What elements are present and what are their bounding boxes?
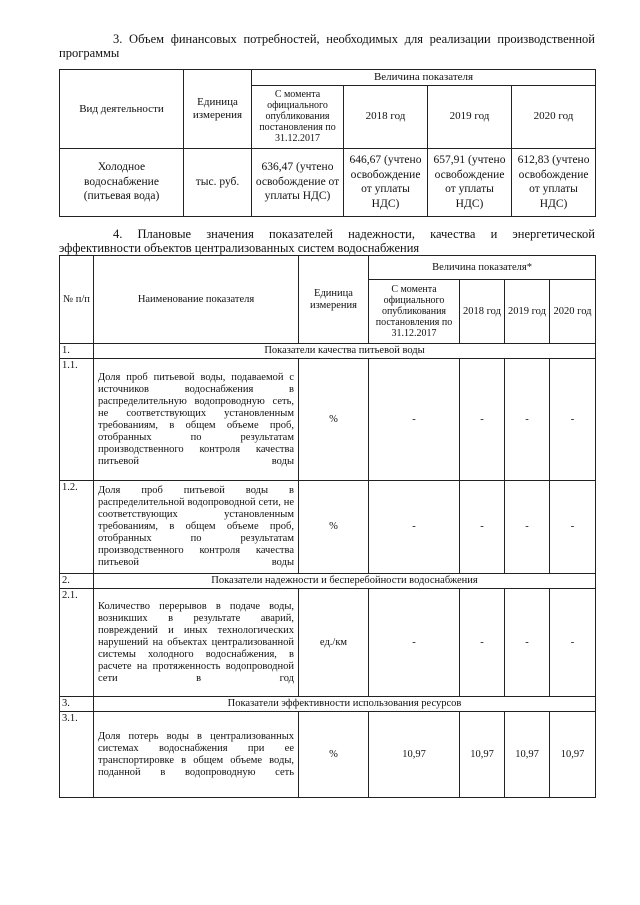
row-num: 3.1. <box>60 712 94 798</box>
value-2020: 612,83 (учтено освобождение от уплаты НДС) <box>512 148 596 216</box>
row-value-2019: - <box>505 589 550 697</box>
col-header-unit: Единица измерения <box>299 256 369 344</box>
col-header-since: С момента официального опубликования постановления по 31.12.2017 <box>369 280 460 344</box>
row-unit: ед./км <box>299 589 369 697</box>
section4-title-line2: эффективности объектов централизованных систем водоснабжения <box>59 241 420 255</box>
col-header-value-group: Величина показателя <box>252 70 596 86</box>
col-header-since: С момента официального опубликования постановления по 31.12.2017 <box>252 85 344 148</box>
value-since: 636,47 (учтено освобождение от уплаты НДС) <box>252 148 344 216</box>
group-num: 3. <box>60 697 94 712</box>
group-num: 1. <box>60 344 94 359</box>
col-header-unit: Единица измерения <box>184 70 252 149</box>
col-header-year-2018: 2018 год <box>344 85 428 148</box>
row-value-2020: - <box>550 481 596 574</box>
row-unit: % <box>299 481 369 574</box>
row-value-2019: 10,97 <box>505 712 550 798</box>
row-value-since: - <box>369 589 460 697</box>
row-value-2019: - <box>505 359 550 481</box>
unit-cell: тыс. руб. <box>184 148 252 216</box>
row-value-2018: - <box>460 359 505 481</box>
row-name: Доля потерь воды в централизованных системах водоснабжения при ее транспортировке в общем объеме воды, поданной в водопроводную сеть <box>94 712 299 798</box>
col-header-year-2020: 2020 год <box>550 280 596 344</box>
row-num: 2.1. <box>60 589 94 697</box>
col-header-year-2020: 2020 год <box>512 85 596 148</box>
row-num: 1.1. <box>60 359 94 481</box>
group-title: Показатели качества питьевой воды <box>94 344 596 359</box>
row-num: 1.2. <box>60 481 94 574</box>
financial-needs-table <box>59 69 596 217</box>
section4-title <box>59 227 595 255</box>
row-value-2018: - <box>460 589 505 697</box>
row-value-2020: - <box>550 589 596 697</box>
section3-title-line2: программы <box>59 46 120 60</box>
col-header-value-group: Величина показателя* <box>369 256 596 280</box>
section3-title-line1: 3. Объем финансовых потребностей, необходимых для реализации производственной <box>113 32 595 46</box>
value-2018: 646,67 (учтено освобождение от уплаты НДС) <box>344 148 428 216</box>
row-unit: % <box>299 359 369 481</box>
row-value-2020: - <box>550 359 596 481</box>
col-header-name: Наименование показателя <box>94 256 299 344</box>
group-title: Показатели эффективности использования ресурсов <box>94 697 596 712</box>
group-num: 2. <box>60 574 94 589</box>
group-title: Показатели надежности и бесперебойности водоснабжения <box>94 574 596 589</box>
row-name: Доля проб питьевой воды в распределительной водопроводной сети, не соответствующих установленным требованиям, в общем объеме проб, отобранных по результатам производственного контроля качества питьевой воды <box>94 481 299 574</box>
col-header-year-2019: 2019 год <box>428 85 512 148</box>
activity-cell: Холодное водоснабжение (питьевая вода) <box>60 148 184 216</box>
value-2019: 657,91 (учтено освобождение от уплаты НДС) <box>428 148 512 216</box>
row-name: Количество перерывов в подаче воды, возникших в результате аварий, повреждений и иных технологических нарушений на объектах централизованной системы холодного водоснабжения, в расчете на протяженность водопроводной сети в год <box>94 589 299 697</box>
indicators-table <box>59 255 596 798</box>
row-value-since: - <box>369 481 460 574</box>
col-header-num: № п/п <box>60 256 94 344</box>
row-unit: % <box>299 712 369 798</box>
col-header-activity: Вид деятельности <box>60 70 184 149</box>
row-name: Доля проб питьевой воды, подаваемой с источников водоснабжения в распределительную водопроводную сеть, не соответствующих установленным требованиям, в общем объеме проб, отобранных по результатам производственного контроля качества питьевой воды <box>94 359 299 481</box>
row-value-2020: 10,97 <box>550 712 596 798</box>
col-header-year-2019: 2019 год <box>505 280 550 344</box>
row-value-since: 10,97 <box>369 712 460 798</box>
section4-title-line1: 4. Плановые значения показателей надежности, качества и энергетической <box>113 227 595 241</box>
row-value-2018: - <box>460 481 505 574</box>
row-value-2019: - <box>505 481 550 574</box>
section3-title <box>59 32 595 60</box>
row-value-since: - <box>369 359 460 481</box>
col-header-year-2018: 2018 год <box>460 280 505 344</box>
row-value-2018: 10,97 <box>460 712 505 798</box>
